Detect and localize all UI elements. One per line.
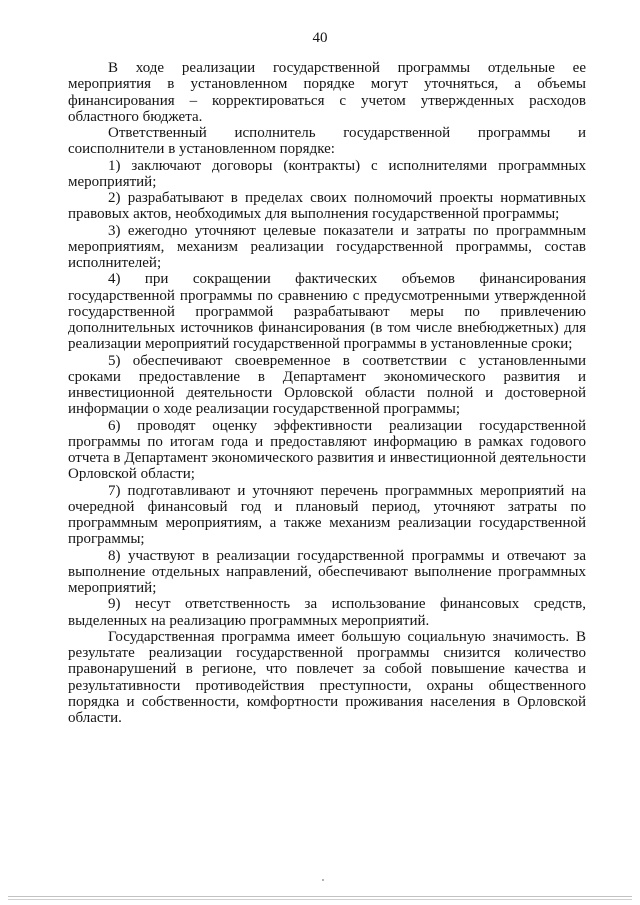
list-item-9: 9) несут ответственность за использование финансовых средств, выделенных на реализацию программных мероприятий. xyxy=(68,596,586,629)
list-item-4: 4) при сокращении фактических объемов финансирования государственной программы по сравнению с предусмотренными утвержденной государственной программой разрабатывают меры по привлечению дополнительных источников финансирования (в том числе внебюджетных) для реализации мероприятий государственной программы в установленные сроки; xyxy=(68,271,586,353)
list-item-8: 8) участвуют в реализации государственной программы и отвечают за выполнение отдельных направлений, обеспечивают выполнение программных мероприятий; xyxy=(68,547,586,596)
scan-edge-line xyxy=(8,896,632,897)
scan-edge-line xyxy=(8,899,632,900)
list-item-1: 1) заключают договоры (контракты) с исполнителями программных мероприятий; xyxy=(68,157,586,190)
list-item-5: 5) обеспечивают своевременное в соответствии с установленными сроками предоставление в Департамент экономического развития и инвестиционной деятельности Орловской области полной и достоверной информации о ходе реализации государственной программы; xyxy=(68,352,586,418)
paragraph-social-significance: Государственная программа имеет большую социальную значимость. В результате реализации государственной программы снизится количество правонарушений в регионе, что повлечет за собой повышение качества и результативности противодействия преступности, охраны общественного порядка и собственности, комфортности проживания населения в Орловской области. xyxy=(68,628,586,726)
page-number: 40 xyxy=(312,30,328,46)
list-item-2: 2) разрабатывают в пределах своих полномочий проекты нормативных правовых актов, необходимых для выполнения государственной программы; xyxy=(68,190,586,223)
paragraph-budget-adjustment: В ходе реализации государственной программы отдельные ее мероприятия в установленном порядке могут уточняться, а объемы финансирования – корректироваться с учетом утвержденных расходов областного бюджета. xyxy=(68,60,586,125)
list-item-7: 7) подготавливают и уточняют перечень программных мероприятий на очередной финансовый год и плановый период, уточняют затраты по программным мероприятиям, а также механизм реализации государственной программы; xyxy=(68,482,586,548)
body-text xyxy=(68,60,586,726)
paragraph-responsible-executor-intro: Ответственный исполнитель государственной программы и соисполнители в установленном порядке: xyxy=(68,125,586,158)
list-item-3: 3) ежегодно уточняют целевые показатели и затраты по программным мероприятиям, механизм реализации государственной программы, состав исполнителей; xyxy=(68,222,586,271)
list-item-6: 6) проводят оценку эффективности реализации государственной программы по итогам года и предоставляют информацию в рамках годового отчета в Департамент экономического развития и инвестиционной деятельности Орловской области; xyxy=(68,417,586,483)
scan-speck xyxy=(322,879,324,881)
